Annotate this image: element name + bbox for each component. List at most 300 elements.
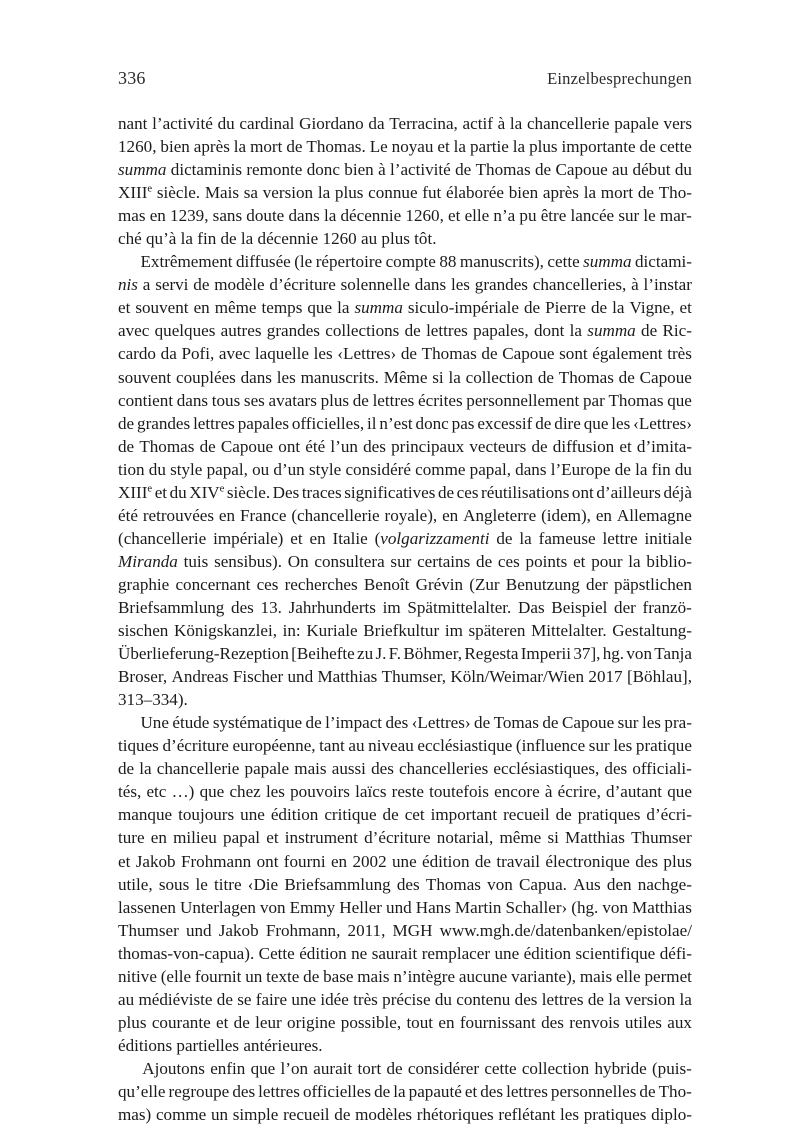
word: Königskanzlei, (173, 621, 277, 641)
text-line (118, 1080, 692, 1103)
text-line (118, 527, 692, 550)
word: nis (118, 275, 138, 295)
word: significatives (344, 482, 436, 502)
word: remonte (246, 160, 303, 180)
word: du (674, 459, 692, 479)
word: Hans (415, 897, 451, 917)
word: de (481, 344, 498, 364)
word: par (582, 390, 605, 410)
word: de (590, 298, 608, 318)
word: rhétoriques (416, 1105, 494, 1125)
text-line (118, 573, 692, 596)
word: n’a (493, 206, 516, 226)
word: summa (587, 321, 636, 341)
word: graphie (118, 574, 170, 594)
word: von (602, 897, 628, 917)
word: der (614, 597, 636, 617)
word: plus (663, 851, 692, 871)
word: biblio- (646, 551, 692, 571)
word: la (453, 137, 466, 157)
word: ces (497, 551, 520, 571)
word: cette (547, 252, 580, 272)
word: aurait (313, 1058, 353, 1078)
word: Allemagne (616, 505, 692, 525)
word: mar- (659, 206, 692, 226)
word: en (149, 206, 166, 226)
word: de (639, 137, 656, 157)
word: da (368, 114, 385, 133)
word: systématique (212, 713, 303, 733)
word: tion (118, 459, 145, 479)
word: Angleterre (463, 505, 537, 525)
word: édition (270, 805, 319, 825)
text-line (118, 158, 692, 181)
text-line (118, 803, 692, 826)
word: dans (515, 459, 547, 479)
word: les (611, 413, 631, 433)
word: édition (299, 943, 347, 963)
word: Thumser (631, 828, 692, 848)
word: Pierre (545, 298, 586, 318)
word: en (442, 505, 459, 525)
word: de (537, 367, 554, 387)
word: considéré (345, 459, 411, 479)
word: si (547, 828, 559, 848)
word: noyau (391, 137, 434, 157)
word: Thomas. (306, 137, 366, 157)
word: mort (600, 183, 634, 203)
word: consultera (314, 551, 385, 571)
word: 2002 (352, 851, 387, 871)
word: F. (388, 644, 402, 664)
word: la (512, 137, 526, 157)
text-line (118, 711, 692, 734)
word: dont (533, 321, 565, 341)
word: summa (583, 252, 632, 272)
word: n’intègre (393, 966, 456, 986)
word: au (348, 736, 365, 756)
word: permet (644, 966, 692, 986)
word: lettres (541, 989, 584, 1009)
text-line (118, 988, 692, 1011)
word: certains (417, 551, 471, 571)
word: aux (667, 1012, 692, 1032)
word: tous (211, 390, 241, 410)
word: collection (521, 1058, 590, 1078)
word: d’écriture (364, 828, 431, 848)
word: les (450, 275, 470, 295)
word: décennie (340, 206, 402, 226)
word: répertoire (315, 252, 383, 272)
word: des (396, 874, 420, 894)
word: écrire, (557, 782, 601, 802)
word: étude (172, 713, 210, 733)
word: et (290, 528, 303, 548)
word: scientifique (575, 943, 656, 963)
word: édition (422, 851, 470, 871)
word: de (374, 1081, 391, 1101)
word: d’ailleurs (596, 482, 661, 502)
text-line (118, 757, 692, 780)
word: 1239, (170, 206, 209, 226)
word: servi (155, 275, 189, 295)
word: en (193, 298, 210, 318)
word: fameuse (538, 528, 596, 548)
word: de (118, 436, 135, 456)
word: et (448, 206, 461, 226)
word: couplées (176, 367, 236, 387)
word: européenne, (232, 736, 316, 756)
word: ont (278, 436, 301, 456)
word: d’imita- (636, 436, 692, 456)
word: diffusion (552, 436, 615, 456)
word: ‹Lettres› (411, 713, 471, 733)
word: Überlieferung-Rezeption (118, 644, 289, 664)
text-line (118, 481, 692, 504)
word: Köln/Weimar/Wien (450, 667, 585, 687)
word: la (337, 298, 350, 318)
word: Frohmann, (265, 920, 341, 940)
word: de (637, 183, 654, 203)
word: 88 (439, 252, 457, 272)
word: du (148, 459, 166, 479)
word: pas (451, 413, 475, 433)
word: l’instar (643, 275, 692, 295)
word: aussi (331, 759, 366, 779)
text-line (118, 435, 692, 458)
word: Pofi, (181, 344, 215, 364)
word: Heller (339, 897, 382, 917)
word: points (525, 551, 568, 571)
word: im (444, 621, 463, 641)
word: siècle. (226, 482, 271, 502)
word: de (614, 459, 631, 479)
word: si (432, 367, 444, 387)
word: de (386, 1058, 403, 1078)
word: il (367, 413, 377, 433)
word: une (391, 851, 417, 871)
word: de (587, 989, 604, 1009)
word: ont (256, 851, 279, 871)
word: papauté (408, 1081, 462, 1101)
word: mais (579, 966, 613, 986)
word: de (641, 321, 658, 341)
word: Thomas (421, 344, 477, 364)
word: en (595, 505, 612, 525)
word: de (400, 344, 417, 364)
word: sur (618, 206, 640, 226)
word: papales, (473, 321, 529, 341)
text-line (118, 204, 692, 227)
word: Terracina, (389, 114, 458, 133)
word: les (276, 367, 296, 387)
word: siculo-impériale (407, 298, 519, 318)
word: à (497, 114, 506, 133)
word: et (679, 298, 692, 318)
word: chancellerie (156, 759, 240, 779)
word: dire (554, 413, 581, 433)
word: toujours (178, 805, 235, 825)
word: nitive (118, 966, 157, 986)
text-line (118, 896, 692, 919)
word: cette (484, 1058, 517, 1078)
word: Mais (204, 183, 239, 203)
word: en (150, 828, 167, 848)
word: même (214, 298, 257, 318)
word: Mittelalter. (531, 621, 607, 641)
word: manuscrits), (459, 252, 544, 272)
word: (le (294, 252, 313, 272)
word: titre (214, 874, 242, 894)
word: être (540, 206, 567, 226)
text-line (118, 319, 692, 342)
word: (chancellerie (118, 528, 207, 548)
word: de (639, 1081, 656, 1101)
word: les (265, 782, 285, 802)
word: à (378, 160, 386, 180)
word: Capoue (220, 436, 274, 456)
word: à (631, 275, 639, 295)
word: und (386, 897, 412, 917)
word: important (430, 805, 498, 825)
word: en (218, 505, 236, 525)
word: des (541, 1012, 564, 1032)
word: chancellerie (526, 114, 610, 133)
word: aucune (458, 966, 508, 986)
word: et (118, 298, 131, 318)
word: d’écriture (269, 275, 336, 295)
word: le (195, 874, 208, 894)
word: elle (464, 206, 490, 226)
word: France (239, 505, 287, 525)
word: concernant (175, 574, 251, 594)
word: ecclésiastiques, (493, 759, 600, 779)
word: mas (118, 206, 146, 226)
word: pour (591, 551, 623, 571)
word: sur (390, 551, 412, 571)
word: la (569, 321, 582, 341)
word: comme (155, 1105, 207, 1125)
text-line (118, 296, 692, 319)
word: les (560, 1105, 580, 1125)
word: ces (256, 574, 279, 594)
text-line (118, 1034, 692, 1057)
word: fournissant (459, 1012, 536, 1032)
word: ture (118, 828, 145, 848)
word: pratiques (577, 805, 641, 825)
word: Matthias (632, 897, 692, 917)
text-line (118, 642, 692, 665)
word: Jakob (218, 920, 259, 940)
word: Martin (454, 897, 502, 917)
text-line (118, 688, 692, 711)
word: électronique (545, 851, 630, 871)
word: avec (118, 321, 150, 341)
text-line (118, 1103, 692, 1126)
word: bien (160, 137, 190, 157)
word: (influence (515, 736, 586, 756)
word: franzö- (642, 597, 692, 617)
word: sont (559, 344, 588, 364)
word: pu (519, 206, 537, 226)
word: et (573, 551, 586, 571)
word: de (286, 137, 303, 157)
word: pouvoirs (290, 782, 350, 802)
word: diplo- (651, 1105, 692, 1125)
text-line (118, 780, 692, 803)
word: plus (529, 137, 558, 157)
word: autres (220, 321, 262, 341)
word: manuscrits. (300, 367, 379, 387)
word: après (193, 137, 230, 157)
word: sur (588, 736, 610, 756)
word: …) (171, 782, 195, 802)
word: la (583, 183, 597, 203)
word: possible, (340, 1012, 402, 1032)
text-line (118, 458, 692, 481)
word: de (474, 851, 492, 871)
word: sensibus). (214, 551, 282, 571)
word: www.mgh.de/datenbanken/epistolae/ (439, 920, 692, 940)
text-line (118, 366, 692, 389)
word: saurait (371, 943, 418, 963)
word: sa (243, 183, 258, 203)
word: idée (320, 989, 349, 1009)
word: quelques (154, 321, 216, 341)
word: Italie (332, 528, 368, 548)
word: de (555, 805, 572, 825)
word: de (618, 367, 635, 387)
word: et (266, 828, 279, 848)
word: impériale) (213, 528, 284, 548)
word: (Zur (469, 574, 500, 594)
word: cardo (118, 344, 156, 364)
word: partie (469, 137, 509, 157)
word: contenu (456, 989, 511, 1009)
word: tant (319, 736, 345, 756)
word: que (583, 413, 609, 433)
word: Matthias (565, 828, 625, 848)
paragraph (118, 250, 692, 711)
word: officielles, (291, 413, 365, 433)
word: Thumser (118, 920, 179, 940)
word: et (154, 482, 168, 502)
word: Thumser, (381, 667, 447, 687)
word: d’autant (606, 782, 663, 802)
word: Regesta (464, 644, 519, 664)
word: J. (375, 644, 387, 664)
word: Tho- (658, 183, 692, 203)
word: lassenen (118, 897, 176, 917)
word: lettres (258, 1081, 300, 1101)
word: ne (351, 943, 368, 963)
running-title: Einzelbesprechungen (547, 69, 692, 88)
word: solennelle (340, 275, 410, 295)
word: de (118, 413, 135, 433)
text-line (118, 135, 692, 158)
word: et (437, 137, 450, 157)
word: ses (243, 390, 265, 410)
word: des (231, 597, 254, 617)
word: avec (218, 344, 251, 364)
word: la (635, 459, 648, 479)
word: tés, (118, 782, 142, 802)
word: courante (151, 1012, 211, 1032)
word: cardinal (239, 114, 295, 133)
word: de (404, 321, 421, 341)
word: Thomas (558, 367, 614, 387)
word: souvent (118, 367, 172, 387)
word: ‹Lettres› (633, 413, 692, 433)
word: sans (212, 206, 243, 226)
word: de (535, 413, 552, 433)
word: Ajoutons (142, 1058, 205, 1078)
word: comme (415, 459, 466, 479)
word: été (118, 505, 138, 525)
word: style (308, 459, 342, 479)
word: Capoue (555, 160, 608, 180)
word: Benoît (363, 574, 410, 594)
text-line (118, 181, 692, 204)
word: dans (414, 275, 447, 295)
word: summa (354, 298, 403, 318)
word: collections (325, 321, 400, 341)
word: sischen (118, 621, 169, 641)
word: la (628, 551, 641, 571)
word: siècle. (156, 183, 201, 203)
word: de (334, 1105, 351, 1125)
word: de (352, 390, 369, 410)
text-line (118, 965, 692, 988)
word: royale), (384, 505, 438, 525)
word: qu’elle (118, 1081, 166, 1101)
word: même (499, 828, 542, 848)
word: a (142, 275, 151, 295)
word: Miranda (118, 551, 178, 571)
word: regroupe (168, 1081, 230, 1101)
word: XIVe (189, 482, 225, 502)
text-line (118, 942, 692, 965)
word: 13. (260, 597, 282, 617)
word: XIIIe (118, 183, 153, 203)
word: de (455, 160, 472, 180)
text-line (118, 873, 692, 896)
paragraph (118, 112, 692, 250)
word: Thomas (475, 160, 531, 180)
word: la (679, 989, 692, 1009)
word: Capoue (639, 367, 692, 387)
word: déjà (663, 482, 692, 502)
word: en (309, 528, 326, 548)
word: (hg. (571, 897, 599, 917)
word: fin (651, 459, 671, 479)
word: Briefsammlung (118, 597, 225, 617)
word: renvois (569, 1012, 620, 1032)
word: la (393, 1081, 406, 1101)
word: utile, (118, 874, 153, 894)
word: milieu (173, 828, 217, 848)
word: officiali- (632, 759, 692, 779)
word: importante (561, 137, 636, 157)
text-line (118, 665, 692, 688)
word: de (531, 436, 548, 456)
word: de (199, 436, 216, 456)
word: l’activité (390, 160, 451, 180)
word: späteren (468, 621, 526, 641)
word: pratiques (583, 1105, 647, 1125)
word: reflétant (498, 1105, 556, 1125)
word: de (535, 160, 552, 180)
